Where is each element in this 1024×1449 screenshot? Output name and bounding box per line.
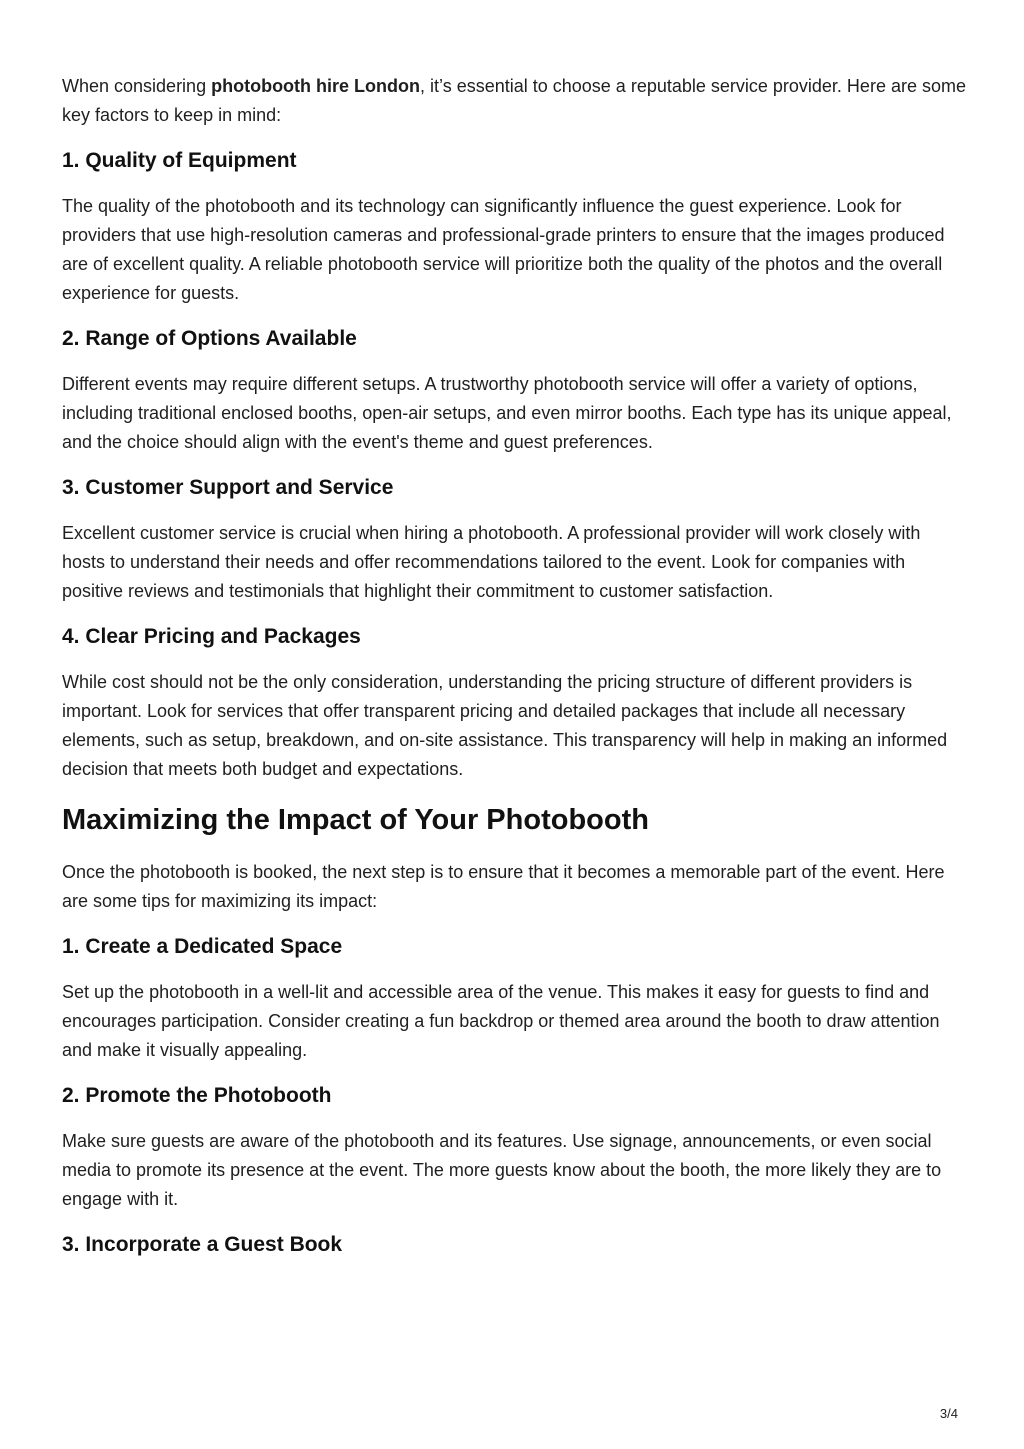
factor-heading-4: 4. Clear Pricing and Packages — [62, 625, 361, 648]
factor-body-3: Excellent customer service is crucial when hiring a photobooth. A professional provider will work closely with hosts to understand their needs and offer recommendations tailored to the event. Look for companies with positive reviews and testimonials that highlight their commitment to customer satisfaction. — [62, 523, 921, 601]
tip-heading-3: 3. Incorporate a Guest Book — [62, 1233, 343, 1256]
section-title: Maximizing the Impact of Your Photobooth — [62, 804, 649, 836]
factor-heading-2: 2. Range of Options Available — [62, 327, 357, 350]
intro-keyword: photobooth hire London — [211, 76, 421, 96]
tip-heading-2: 2. Promote the Photobooth — [62, 1084, 332, 1107]
tip-body-1: Set up the photobooth in a well-lit and accessible area of the venue. This makes it easy for guests to find and encourages participation. Consider creating a fun backdrop or themed area around the booth to draw attention and make it visually appealing. — [62, 982, 940, 1060]
factor-heading-3: 3. Customer Support and Service — [62, 476, 394, 499]
intro-paragraph — [62, 72, 967, 130]
factor-heading-1: 1. Quality of Equipment — [62, 149, 297, 172]
intro-text-before: When considering — [62, 76, 212, 96]
page-number: 3/4 — [939, 1406, 958, 1421]
intro-text-after: , it’s essential to choose a reputable service provider. Here are some key factors to keep in mind: — [62, 76, 966, 125]
tip-body-2: Make sure guests are aware of the photobooth and its features. Use signage, announcements, or even social media to promote its presence at the event. The more guests know about the booth, the more likely they are to engage with it. — [62, 1131, 942, 1209]
document-page — [62, 72, 967, 1276]
section-intro: Once the photobooth is booked, the next step is to ensure that it becomes a memorable part of the event. Here are some tips for maximizing its impact: — [62, 862, 945, 911]
factor-body-4: While cost should not be the only consideration, understanding the pricing structure of different providers is important. Look for services that offer transparent pricing and detailed packages that include all necessary elements, such as setup, breakdown, and on-site assistance. This transparency will help in making an informed decision that meets both budget and expectations. — [62, 672, 948, 779]
factor-body-1: The quality of the photobooth and its technology can significantly influence the guest experience. Look for providers that use high-resolution cameras and professional-grade printers to ensure that the images produced are of excellent quality. A reliable photobooth service will prioritize both the quality of the photos and the overall experience for guests. — [62, 196, 945, 303]
factor-body-2: Different events may require different setups. A trustworthy photobooth service will offer a variety of options, including traditional enclosed booths, open-air setups, and even mirror booths. Each type has its unique appeal, and the choice should align with the event's theme and guest preferences. — [62, 374, 952, 452]
tip-heading-1: 1. Create a Dedicated Space — [62, 935, 343, 958]
